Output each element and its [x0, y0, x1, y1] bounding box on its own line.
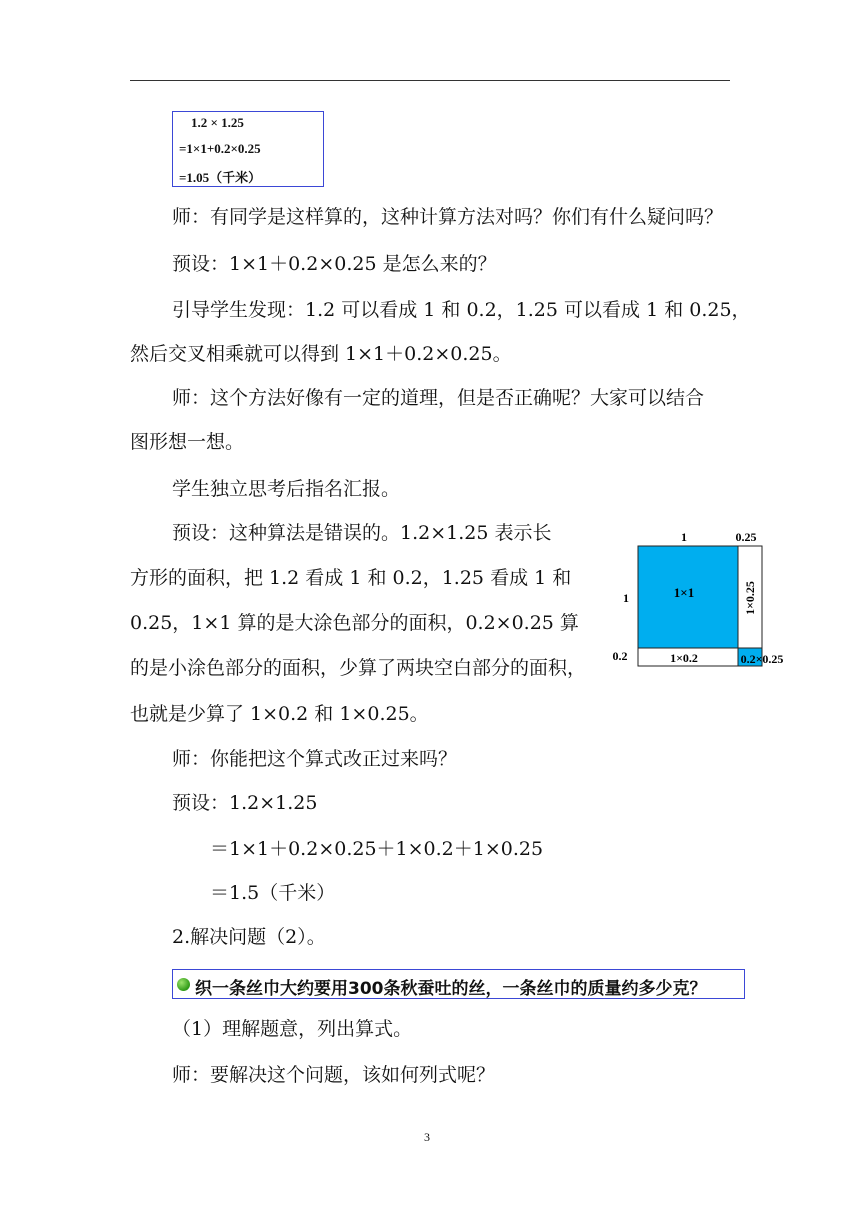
calculation-box	[172, 111, 324, 187]
question-text: 织一条丝巾大约要用300条秋蚕吐的丝，一条丝巾的质量约多少克？	[195, 979, 707, 999]
area-diagram	[600, 520, 800, 680]
paragraph: 2.解决问题（2）。	[172, 926, 326, 948]
calc-line-1: 1.2 × 1.25	[191, 115, 244, 130]
top-label-1: 1	[681, 530, 687, 544]
header-rule	[130, 80, 730, 81]
cell-big-label: 1×1	[673, 585, 695, 600]
paragraph: （1）理解题意，列出算式。	[172, 1018, 413, 1040]
page-number: 3	[424, 1130, 430, 1144]
paragraph: 预设：这种算法是错误的。1.2×1.25 表示长	[172, 522, 552, 544]
question-box	[172, 969, 745, 999]
paragraph: 的是小涂色部分的面积，少算了两块空白部分的面积，	[130, 657, 587, 679]
paragraph: 师：这个方法好像有一定的道理，但是否正确呢？大家可以结合	[172, 387, 705, 409]
paragraph: 师：你能把这个算式改正过来吗？	[172, 748, 458, 770]
paragraph: 0.25，1×1 算的是大涂色部分的面积，0.2×0.25 算	[130, 612, 579, 634]
top-label-2: 0.25	[735, 530, 757, 544]
cell-bottom-label: 1×0.2	[670, 651, 698, 665]
side-label-1: 1	[623, 591, 629, 605]
calc-line-2: =1×1+0.2×0.25	[179, 141, 261, 156]
paragraph: 师：要解决这个问题，该如何列式呢？	[172, 1064, 496, 1086]
cell-right-label: 1×0.25	[743, 581, 757, 615]
green-dot-icon	[177, 978, 190, 991]
cell-small-label: 0.2×0.25	[740, 652, 784, 666]
paragraph: 图形想一想。	[130, 431, 245, 453]
paragraph: 然后交叉相乘就可以得到 1×1＋0.2×0.25。	[130, 343, 512, 365]
paragraph: 预设：1.2×1.25	[172, 792, 318, 814]
side-label-2: 0.2	[612, 649, 628, 663]
paragraph: ＝1×1＋0.2×0.25＋1×0.2＋1×0.25	[210, 838, 544, 860]
paragraph: 也就是少算了 1×0.2 和 1×0.25。	[130, 703, 429, 725]
paragraph: 引导学生发现：1.2 可以看成 1 和 0.2，1.25 可以看成 1 和 0.25，	[172, 299, 751, 321]
paragraph: 师：有同学是这样算的，这种计算方法对吗？你们有什么疑问吗？	[172, 206, 724, 228]
paragraph: 学生独立思考后指名汇报。	[172, 478, 401, 500]
paragraph: 方形的面积，把 1.2 看成 1 和 0.2，1.25 看成 1 和	[130, 567, 572, 589]
paragraph: ＝1.5（千米）	[210, 882, 336, 904]
calc-line-3: =1.05（千米）	[179, 170, 262, 185]
paragraph: 预设：1×1＋0.2×0.25 是怎么来的？	[172, 253, 497, 275]
